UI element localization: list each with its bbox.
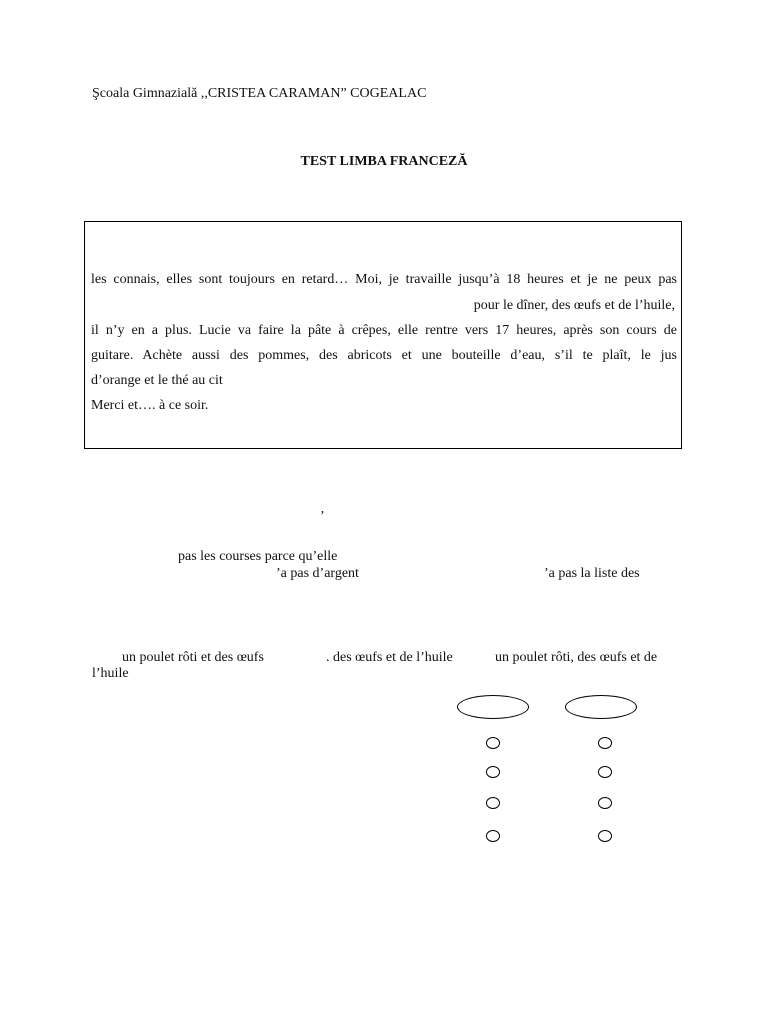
text-line-4: guitare. Achète aussi des pommes, des abricots et une bouteille d’eau, s’il te plaît, le jus — [91, 348, 677, 363]
school-name: Şcoala Gimnazială ,,CRISTEA CARAMAN” COGEALAC — [92, 86, 427, 101]
answer-column-header-1 — [457, 695, 529, 719]
choice-b: . des œufs et de l’huile — [326, 650, 453, 665]
answer-radio-r1-c2[interactable] — [598, 737, 612, 749]
text-line-6: Merci et…. à ce soir. — [91, 398, 209, 413]
answer-radio-r3-c2[interactable] — [598, 797, 612, 809]
answer-radio-r1-c1[interactable] — [486, 737, 500, 749]
text-line-5: d’orange et le thé au cit — [91, 373, 223, 388]
text-line-1: les connais, elles sont toujours en retard… Moi, je travaille jusqu’à 18 heures et je ne peux pas — [91, 272, 677, 287]
reading-text-box — [84, 221, 682, 449]
answer-radio-r4-c1[interactable] — [486, 830, 500, 842]
answer-radio-r2-c1[interactable] — [486, 766, 500, 778]
choice-c: un poulet rôti, des œufs et de — [495, 650, 658, 665]
question-line: pas les courses parce qu’elle — [178, 549, 338, 564]
stray-comma: ’ — [320, 509, 325, 524]
answer-radio-r4-c2[interactable] — [598, 830, 612, 842]
answer-radio-r3-c1[interactable] — [486, 797, 500, 809]
question-option-a: ’a pas d’argent — [276, 566, 359, 581]
choice-c-continued: l’huile — [92, 666, 129, 681]
page-title: TEST LIMBA FRANCEZĂ — [300, 154, 468, 169]
choice-a: un poulet rôti et des œufs — [122, 650, 264, 665]
question-option-b: ’a pas la liste des — [544, 566, 640, 581]
answer-column-header-2 — [565, 695, 637, 719]
text-line-2: pour le dîner, des œufs et de l’huile, — [473, 298, 675, 313]
text-line-3: il n’y en a plus. Lucie va faire la pâte à crêpes, elle rentre vers 17 heures, après son cours de — [91, 323, 677, 338]
answer-radio-r2-c2[interactable] — [598, 766, 612, 778]
